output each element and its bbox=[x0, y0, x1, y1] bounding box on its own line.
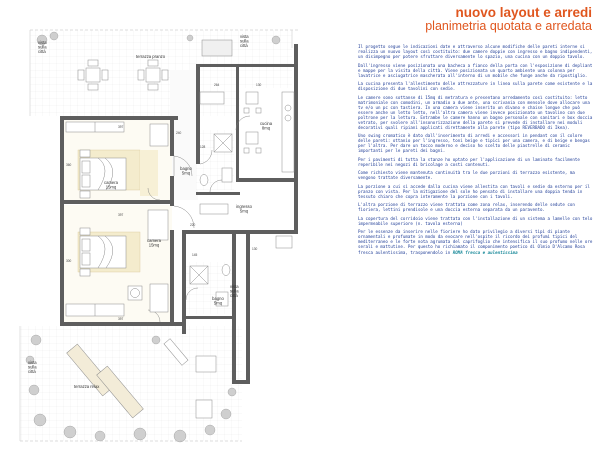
label-vista-top: vista sulla città bbox=[38, 40, 47, 55]
page-subtitle: planimetria quotata e arredata bbox=[425, 19, 592, 33]
terrace-bottom-area bbox=[20, 326, 242, 441]
description-highlight: ROMA fresca e aulentissima bbox=[452, 249, 518, 255]
label-camera-1: camera 15mq bbox=[104, 180, 118, 190]
label-ingresso: ingresso 5mq bbox=[236, 204, 252, 214]
label-terrazza-relax: terrazza relax bbox=[74, 384, 100, 389]
description-paragraph: Le camere sono sottanse di 15mq di metratura e presentano arredamento così costituito: letto matrimoniale con comodini, un armadio a due ante, una scrivania con mensole dove allocare una tv e/o un pc con tastiera. In una camera viene inserito un divano e chaise longue che può essere anche un letto letto, nell'altra camera viene invece posizionato un tavolino con due poltrone per la lettura. Entrambe le camere hanno un bagno personale con sanitari e box doccia vetrato, per svolere all'insonorizzazione della parete si prevede di installare nei moduli decorativi quali ripiani applicati direttamente alla parete (tipo REVERBADO di Ikea). bbox=[358, 94, 593, 130]
label-vista-right-2: vista sulla città bbox=[230, 284, 239, 299]
label-vista-left: vista sulla città bbox=[28, 360, 37, 375]
description-paragraph-text: Per le essenze da inserire nelle fioriere ho dato privilegio a diversi tipi di piante ornamentali e profumate in modo da evocare nell'ospite il ricordo dei profumi tipici del mediterraneo e le forte nota agrumata del caprifoglio che intensifica il suo profumo nelle ore serali e mattutine. Per questo ho richiamato il componimento poetico di Olmio D'Alcamo Rosa fresca aulentissima, trasponendolo in bbox=[358, 229, 593, 255]
description-paragraph: Come richiesto viene mantenuta continuità tra le due porzioni di terrazzo esistente, ma vengono trattate diversamente. bbox=[358, 170, 575, 181]
project-description bbox=[358, 44, 594, 454]
svg-text:264: 264 bbox=[214, 83, 220, 87]
svg-text:240: 240 bbox=[176, 131, 182, 135]
svg-text:220: 220 bbox=[190, 223, 196, 227]
description-paragraph: Uno swing cromatico è dato dall'inserimento di arredi e accessori in pendant con il colore delle pareti: ottanio per l'ingresso, toni beige e tipici per una camera, e di beige e bengas per l'altra. Per dare un tocco moderno e deciso ho scelto delle piastrelle di ceramic importanti per le pareti dei bagni. bbox=[358, 133, 590, 154]
label-bagno-1: bagno 5mq bbox=[180, 166, 192, 176]
svg-text:397: 397 bbox=[118, 317, 124, 321]
label-cucina: cucina 8mq bbox=[259, 121, 273, 131]
page-title: nuovo layout e arredi bbox=[455, 5, 592, 20]
description-paragraph: La cucina presenta l'allestimento delle attrezzature in linea sulla parete come esistente e la disposizione di due tavolini con sedie. bbox=[358, 81, 593, 92]
svg-text:397: 397 bbox=[118, 125, 124, 129]
description-paragraph: Per i pavimenti di tutta la stanze ho optato per l'applicazione di un laminato facilmente reperibile nei negozi di bricolage a costi contenuti. bbox=[358, 156, 580, 167]
svg-text:130: 130 bbox=[252, 247, 258, 251]
description-paragraph: Dall'ingresso viene posizionata una bachecа a fianco della porta con l'esposizione di depliant e mappe per la visita della città. Viene posizionata un quarto ambiente una colonna per lavatrice e asciugatrice mascherata all'interno di un mobile che funge anche da ripostiglio. bbox=[358, 62, 593, 78]
svg-text:397: 397 bbox=[118, 213, 124, 217]
description-paragraph-last bbox=[358, 229, 594, 254]
description-paragraph: La porzione a cui si accede dalla cucina viene allestita con tavoli e sedie da esterno per il pranzo con vista. Per la mitigazione del sole ho pensato di installare una doppia tenda in tessuto chiaro che copra interamente la porzione con i tavoli. bbox=[358, 183, 590, 199]
label-terrazza-pranzo: terrazza pranzo bbox=[136, 54, 166, 59]
svg-text:300: 300 bbox=[66, 259, 72, 263]
svg-text:145: 145 bbox=[192, 253, 198, 257]
label-bagno-2: bagno 5mq bbox=[212, 296, 224, 306]
description-paragraph: L'altra porzione di terrazzo viene trattata come zona relax, inserendo delle sedute con fioriera, lettini prendisole e una doccia esterna separata da un paravento. bbox=[358, 202, 575, 213]
description-paragraph: La copertura del corridoio viene trattata con l'installazione di un sistema a lamelle con telo impermeabile superiore (n. tavola esterna) bbox=[358, 215, 593, 226]
label-camera-2: camera 15mq bbox=[147, 238, 161, 248]
svg-text:360: 360 bbox=[66, 163, 72, 167]
corridor-area bbox=[170, 70, 198, 200]
svg-text:130: 130 bbox=[256, 83, 262, 87]
description-paragraph: Il progetto segue le indicazioni date e attraverso alcune modifiche delle pareti interne si realizza un nuovo layout così costituito: due camere doppie con ingresso e bagno indipendenti, un disimpegno per potere sfruttare diversamente lo spazio, una cucina con un doppio tavolo. bbox=[358, 44, 593, 60]
svg-text:128: 128 bbox=[200, 145, 206, 149]
label-vista-right: vista sulla città bbox=[240, 34, 249, 49]
